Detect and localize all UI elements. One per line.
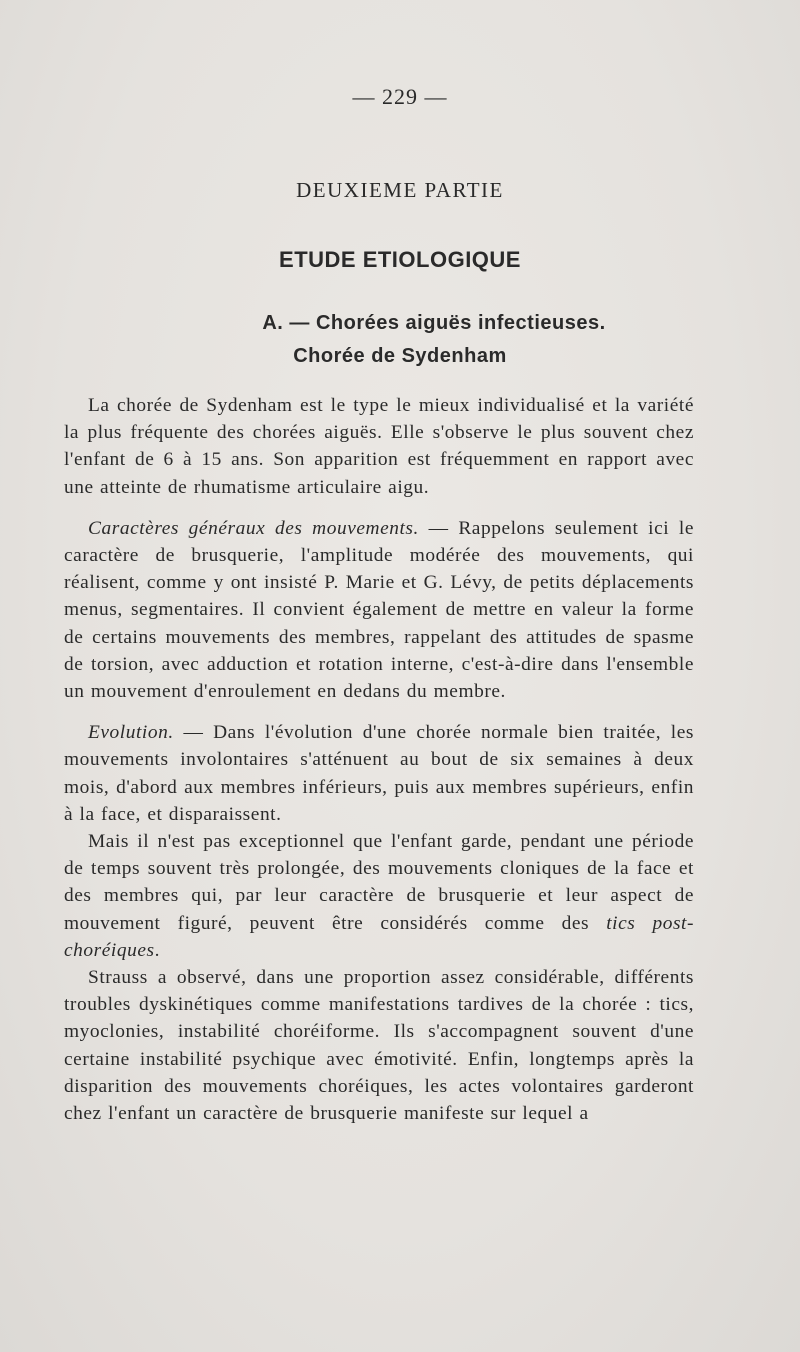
part-title: DEUXIEME PARTIE <box>296 178 504 202</box>
paragraph-evolution-heading: Evolution. <box>88 722 174 744</box>
paragraph-evolution <box>64 719 694 828</box>
subsection-subtitle: Chorée de Sydenham <box>293 345 507 367</box>
paragraph-evolution-body: — Dans l'évolution d'une chorée normale bien traitée, les mouvements involontaires s'atténuent au bout de six semaines à deux mois, d'abord aux membres inférieurs, puis aux membres supérieurs, enfin à la face, et disparaissent. <box>64 722 694 825</box>
paragraph-movements-body: — Rappelons seulement ici le caractère de brusquerie, l'amplitude modérée des mouvements, qui réalisent, comme y ont insisté P. Marie et G. Lévy, de petits déplacements menus, segmentaires. Il convient également de mettre en valeur la forme de certains mouvements des membres, rappelant des attitudes de spasme de torsion, avec adduction et rotation interne, c'est-à-dire dans l'ensemble un mouvement d'enroulement en dedans du membre. <box>64 517 694 703</box>
paragraph-tics-body: Mais il n'est pas exceptionnel que l'enfant garde, pendant une période de temps souvent très prolongée, des mouvements cloniques de la face et des membres qui, par leur caractère de brusquerie et leur aspect de mouvement figuré, peuvent être considérés comme des <box>64 831 694 934</box>
page-number: — 229 — <box>352 84 448 109</box>
subsection-title: A. — Chorées aiguës infectieuses. <box>262 312 606 334</box>
paragraph-tics-end: . <box>154 939 160 961</box>
paragraph-movements <box>64 515 694 705</box>
body-text <box>64 392 694 1127</box>
paragraph-strauss: Strauss a observé, dans une proportion assez considérable, différents troubles dyskinétiques comme manifestations tardives de la chorée : tics, myoclonies, instabilité choréiforme. Ils s'accompagnent souvent d'une certaine instabilité psychique avec émotivité. Enfin, longtemps après la disparition des mouvements choréiques, les actes volontaires garderont chez l'enfant un caractère de brusquerie manifeste sur lequel a <box>64 967 694 1125</box>
paragraph-tics <box>64 828 694 964</box>
paragraph-tics-italic: tics post-choréiques <box>64 912 694 961</box>
paragraph-movements-heading: Caractères généraux des mouvements. <box>88 517 419 539</box>
paragraph-intro: La chorée de Sydenham est le type le mieux individualisé et la variété la plus fréquente des chorées aiguës. Elle s'observe le plus souvent chez l'enfant de 6 à 15 ans. Son apparition est fréquemment en rapport avec une atteinte de rhumatisme articulaire aigu. <box>64 395 694 498</box>
section-title: ETUDE ETIOLOGIQUE <box>279 247 521 272</box>
